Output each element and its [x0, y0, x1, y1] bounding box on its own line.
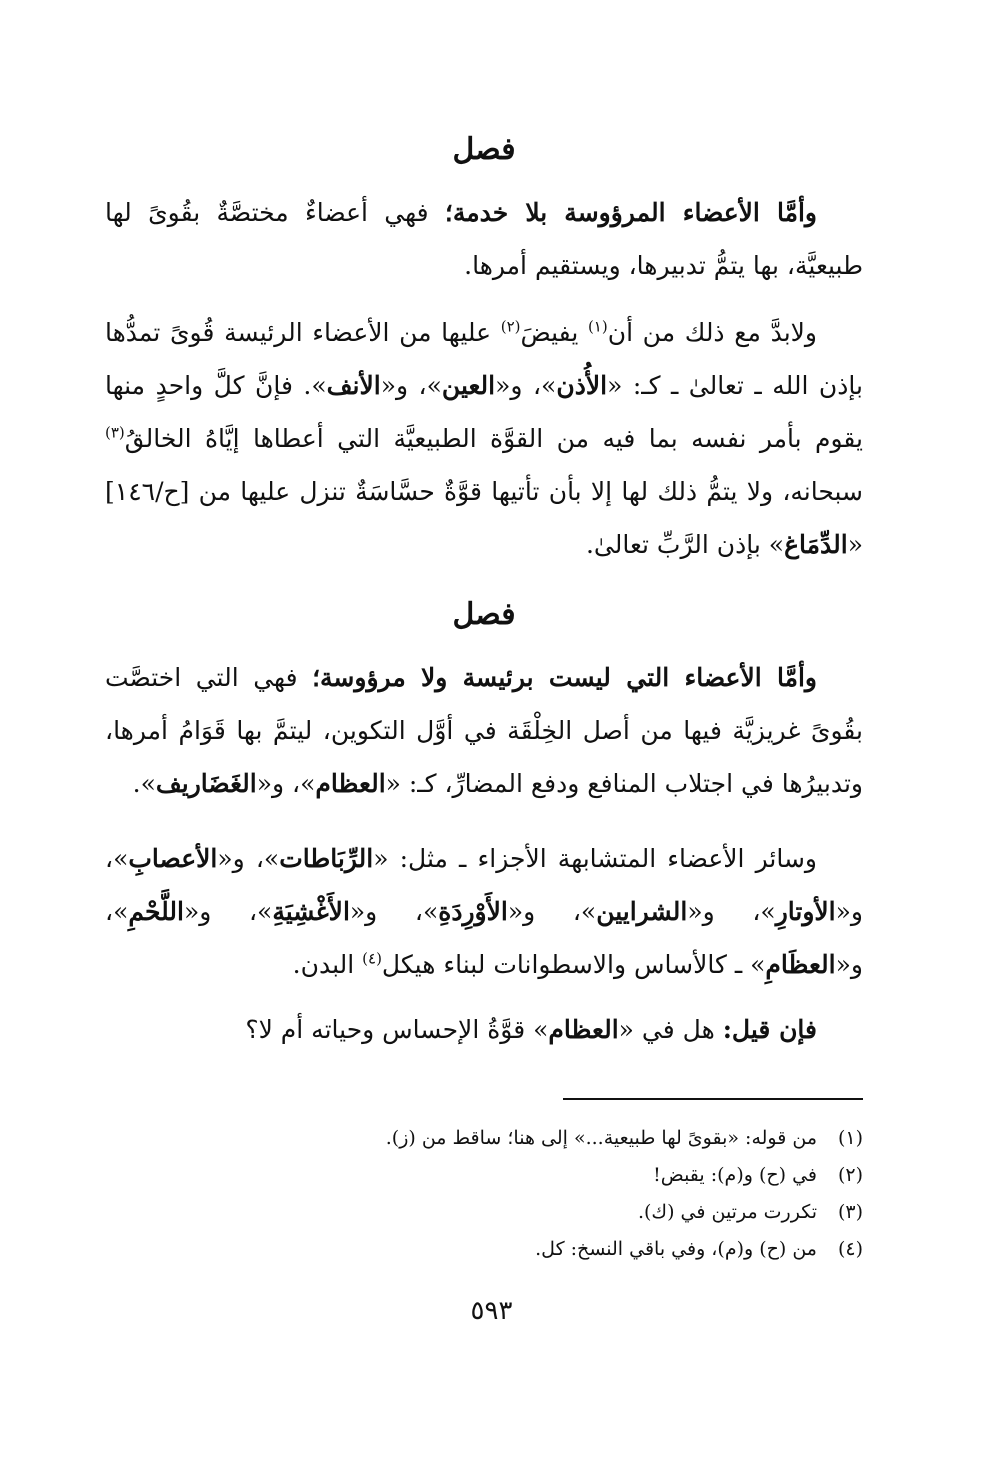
text-run: يفيضَ	[520, 318, 588, 347]
footnote-text: تكررت مرتين في (ك).	[637, 1201, 817, 1223]
page-number: ٥٩٣	[470, 1296, 513, 1326]
text-run: »، و«	[380, 371, 442, 400]
text-run: »، و«	[507, 897, 597, 926]
text-run: عليها من الأعضاء الرئيسة قُوىً تمدُّها بإذن الله ـ تعالىٰ ـ كـ: «	[105, 318, 863, 400]
text-run: البدن.	[292, 950, 363, 979]
text-run: » ـ كالأساس والاسطوانات لبناء هيكل	[381, 950, 766, 979]
footnote-number: (٣)	[837, 1201, 863, 1223]
footnote-ref[interactable]: (٣)	[105, 423, 125, 442]
text-run: ». فإنَّ كلَّ واحدٍ منها يقوم بأمر نفسه بما فيه من القوَّة الطبيعيَّة التي أعطاها إيَّاهُ الخالقُ	[105, 371, 863, 453]
footnote	[105, 1231, 863, 1268]
paragraph-text: فهي أعضاءٌ مختصَّةٌ بقُوىً لها طبيعيَّة، بها يتمُّ تدبيرها، ويستقيم أمرها.	[105, 198, 863, 280]
paragraph	[105, 186, 863, 292]
text-run: ».	[132, 769, 156, 798]
text-run: » قوَّةُ الإحساس وحياته أم لا؟	[245, 1015, 549, 1044]
main-text	[105, 128, 863, 1055]
section-heading: فصل	[452, 132, 516, 167]
footnote	[105, 1157, 863, 1194]
bold-lead: وأمَّا الأعضاء المرؤوسة بلا خدمة؛	[444, 198, 817, 227]
text-run: »، و«	[495, 371, 557, 400]
text-run: فهي التي اختصَّت بقُوىً غريزيَّة فيها من أصل الخِلْقَة في أوَّل التكوين، ليتمَّ بها قَوَامُ أمرها، وتدبيرُها في اجتلاب المنافع ودفع المضارِّ، كـ: «	[105, 663, 863, 798]
footnote-divider	[563, 1098, 863, 1100]
bold-term: الأَوْرِدَةِ	[438, 897, 508, 926]
bold-term: الأَغْشِيَةِ	[272, 897, 350, 926]
footnote-ref[interactable]: (٤)	[362, 949, 382, 968]
text-run: » بإذن الرَّبِّ تعالىٰ.	[585, 530, 785, 559]
text-run: »، و«	[217, 844, 280, 873]
text-run: »، و«	[349, 897, 439, 926]
question-paragraph	[105, 1005, 863, 1055]
paragraph	[105, 651, 863, 810]
text-run: »، و«	[687, 897, 776, 926]
paragraph	[105, 832, 863, 991]
bold-term: العين	[441, 371, 496, 400]
paragraph	[105, 306, 863, 571]
text-run: »، و«	[184, 897, 273, 926]
text-run: »، و«	[105, 844, 864, 926]
bold-term: الأُذن	[556, 371, 608, 400]
bold-term: العظام	[548, 1015, 619, 1044]
text-run: وسائر الأعضاء المتشابهة الأجزاء ـ مثل: «	[373, 844, 817, 873]
bold-term: الرِّبَاطات	[279, 844, 374, 873]
footnote	[105, 1120, 863, 1157]
bold-term: العظام	[315, 769, 386, 798]
footnote-number: (٤)	[837, 1238, 863, 1260]
text-run: »، و«	[105, 897, 863, 979]
footnotes	[105, 1098, 863, 1268]
footnote-number: (١)	[837, 1127, 863, 1149]
bold-lead: وأمَّا الأعضاء التي ليست برئيسة ولا مرؤوسة؛	[312, 663, 817, 692]
text-run: »، و«	[256, 769, 316, 798]
footnote-text: في (ح) و(م): يقبض!	[653, 1164, 817, 1186]
footnote	[105, 1194, 863, 1231]
bold-term: الدِّمَاغ	[784, 530, 848, 559]
text-run: سبحانه، ولا يتمُّ ذلك لها إلا بأن تأتيها قوَّةٌ حسَّاسَةٌ تنزل عليها من [ح/١٤٦] «	[105, 477, 863, 559]
bold-term: الشرايين	[596, 897, 688, 926]
section-heading: فصل	[452, 597, 516, 632]
bold-term: الأوتارِ	[775, 897, 836, 926]
footnote-text: من قوله: «بقوىً لها طبيعية...» إلى هنا؛ ساقط من (ز).	[385, 1127, 817, 1149]
bold-term: اللَّحْمِ	[128, 897, 184, 926]
text-run: ولابدَّ مع ذلك من أن	[607, 318, 817, 347]
bold-term: العظَامِ	[765, 950, 836, 979]
bold-term: الأنف	[326, 371, 381, 400]
footnote-ref[interactable]: (١)	[587, 317, 608, 336]
bold-term: الأعصابِ	[128, 844, 218, 873]
text-run: هل في «	[618, 1015, 723, 1044]
footnote-number: (٢)	[837, 1164, 863, 1186]
footnote-text: من (ح) و(م)، وفي باقي النسخ: كل.	[535, 1238, 817, 1260]
bold-lead: فإن قيل:	[722, 1015, 817, 1044]
footnote-ref[interactable]: (٢)	[500, 317, 521, 336]
bold-term: الغَضَاريف	[155, 769, 257, 798]
